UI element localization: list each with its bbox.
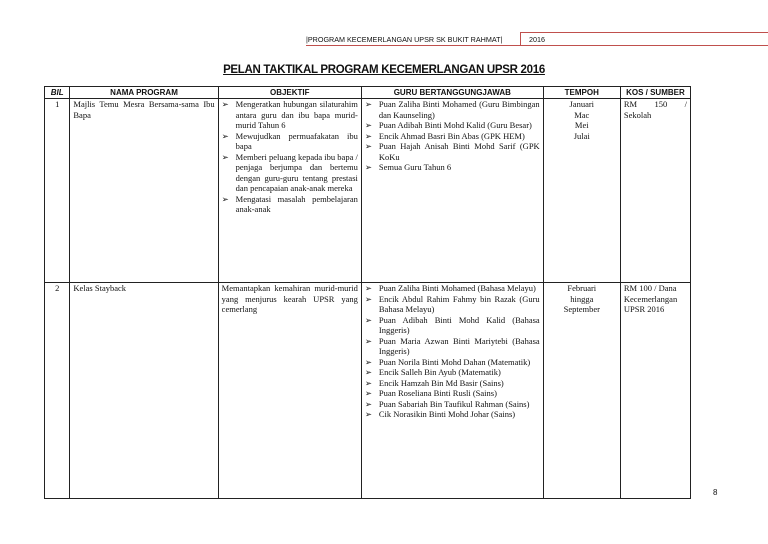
tempoh-line: Februari (567, 283, 597, 293)
guru-item: ➢ Encik Ahmad Basri Bin Abas (GPK HEM) (365, 131, 540, 142)
objektif-item: ➢ Mewujudkan permuafakatan ibu bapa (222, 131, 358, 152)
guru-item: ➢ Cik Norasikin Binti Mohd Johar (Sains) (365, 409, 540, 420)
row-objektif: Memantapkan kemahiran murid-murid yang menjurus kearah UPSR yang cemerlang (218, 283, 361, 499)
row-bil: 2 (45, 283, 70, 499)
tempoh-line: Mac (574, 109, 590, 120)
header-rule (306, 45, 722, 46)
header-box (521, 32, 768, 46)
table-row (45, 283, 691, 499)
objektif-item: ➢ Mengatasi masalah pembelajaran anak-anak (222, 194, 358, 215)
table-header-row (45, 87, 691, 99)
guru-item: ➢ Puan Hajah Anisah Binti Mohd Sarif (GPK KoKu (365, 141, 540, 162)
row-bil: 1 (45, 99, 70, 283)
plan-table (44, 86, 691, 499)
tempoh-line: September (563, 304, 600, 314)
objektif-item: ➢ Memberi peluang kepada ibu bapa / penjaga berjumpa dan bertemu dengan guru-guru tentang prestasi dan pencapaian anak-anak mereka (222, 152, 358, 194)
kos-slash: / (684, 99, 687, 109)
page-number: 8 (713, 488, 718, 497)
row-objektif (218, 99, 361, 283)
guru-item: ➢ Puan Adibah Binti Mohd Kalid (Guru Besar) (365, 120, 540, 131)
kos-currency: RM (623, 99, 638, 109)
kos-source: Sekolah (623, 109, 652, 120)
guru-item: ➢ Puan Zaliha Binti Mohamed (Guru Bimbingan dan Kaunseling) (365, 99, 540, 120)
col-header-bil: BIL (45, 87, 70, 99)
tempoh-line: Januari (569, 99, 595, 109)
tempoh-line: Mei (574, 120, 589, 130)
guru-item: ➢ Encik Hamzah Bin Md Basir (Sains) (365, 378, 540, 389)
header-separator (520, 32, 521, 46)
tempoh-line: Julai (573, 130, 590, 141)
header-title: |PROGRAM KECEMERLANGAN UPSR SK BUKIT RAHMAT| (306, 35, 503, 44)
guru-item: ➢ Encik Salleh Bin Ayub (Matematik) (365, 367, 540, 378)
guru-item: ➢ Puan Norila Binti Mohd Dahan (Matematik) (365, 357, 540, 368)
guru-item: ➢ Puan Zaliha Binti Mohamed (Bahasa Melayu) (365, 283, 540, 294)
row-program: Majlis Temu Mesra Bersama-sama Ibu Bapa (70, 99, 218, 283)
col-header-program: NAMA PROGRAM (70, 87, 218, 99)
objektif-item: ➢ Mengeratkan hubungan silaturahim antara guru dan ibu bapa murid-murid Tahun 6 (222, 99, 358, 131)
guru-item: ➢ Semua Guru Tahun 6 (365, 162, 540, 173)
guru-item: ➢ Encik Abdul Rahim Fahmy bin Razak (Guru Bahasa Melayu) (365, 294, 540, 315)
col-header-objektif: OBJEKTIF (218, 87, 361, 99)
row-kos: RM 100 / Dana Kecemerlangan UPSR 2016 (620, 283, 690, 499)
col-header-kos: KOS / SUMBER (620, 87, 690, 99)
table-row (45, 99, 691, 283)
guru-item: ➢ Puan Adibah Binti Mohd Kalid (Bahasa Inggeris) (365, 315, 540, 336)
tempoh-line: hingga (570, 293, 594, 304)
kos-amount: 150 (654, 99, 668, 109)
row-guru (361, 99, 543, 283)
header-year: 2016 (529, 35, 545, 44)
col-header-tempoh: TEMPOH (543, 87, 620, 99)
row-tempoh (543, 283, 620, 499)
row-guru (361, 283, 543, 499)
row-kos (620, 99, 690, 283)
row-tempoh (543, 99, 620, 283)
guru-item: ➢ Puan Maria Azwan Binti Mariytebi (Bahasa Inggeris) (365, 336, 540, 357)
row-program: Kelas Stayback (70, 283, 218, 499)
guru-item: ➢ Puan Roseliana Binti Rusli (Sains) (365, 388, 540, 399)
guru-item: ➢ Puan Sabariah Bin Taufikul Rahman (Sains) (365, 399, 540, 410)
col-header-guru: GURU BERTANGGUNGJAWAB (361, 87, 543, 99)
document-title: PELAN TAKTIKAL PROGRAM KECEMERLANGAN UPSR 2016 (223, 64, 545, 76)
